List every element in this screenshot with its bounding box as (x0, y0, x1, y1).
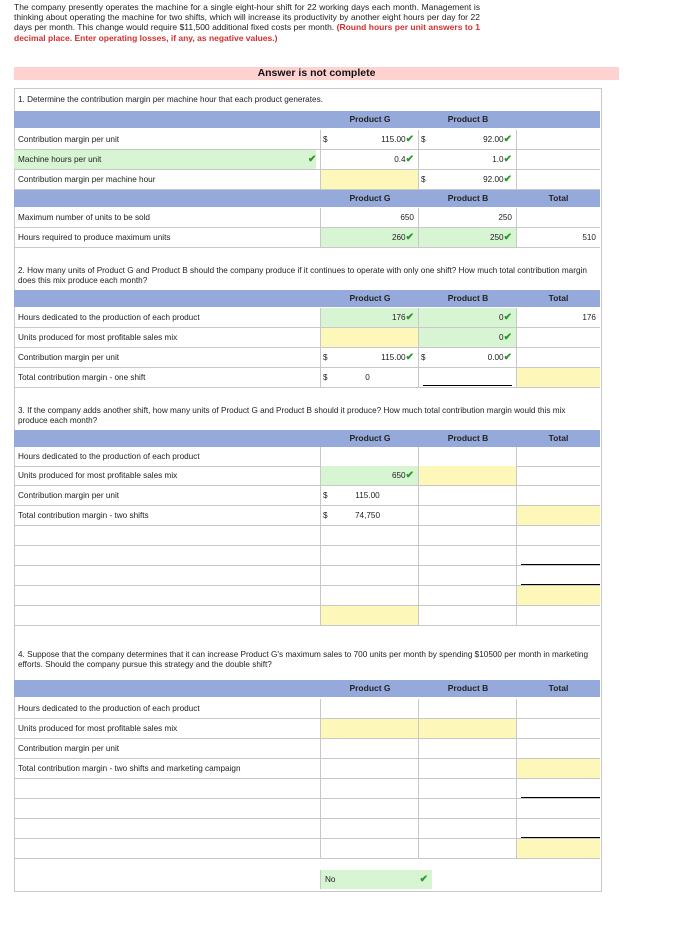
check-icon: ✔ (503, 352, 512, 363)
q3-total-cm-g-cell[interactable]: $ 74,750 (320, 506, 418, 525)
q2-row-total-cm (14, 368, 600, 388)
blank-cell[interactable] (320, 819, 418, 838)
blank-cell[interactable] (418, 606, 516, 625)
q4-units-g-input[interactable] (320, 719, 418, 738)
blank-cell[interactable] (516, 799, 600, 818)
row-label: Contribution margin per machine hour (18, 175, 156, 184)
blank-input[interactable] (516, 586, 600, 605)
q3-row-hours (14, 447, 600, 467)
q1-cm-unit-g-cell[interactable]: $ 115.00✔ (320, 130, 418, 149)
q3-header-product-b: Product B (447, 433, 489, 443)
row-label: Units produced for most profitable sales mix (18, 471, 178, 480)
q4-hours-g[interactable] (320, 699, 418, 718)
q2-total-cm-b-input[interactable] (418, 368, 516, 387)
row-label: Total contribution margin - one shift (18, 373, 146, 382)
q3-hours-b[interactable] (418, 447, 516, 466)
q3-blank-row (14, 526, 600, 546)
check-icon: ✔ (405, 134, 414, 145)
q1-max-units-g: 650 (320, 208, 418, 227)
q2-cm-unit-b-cell[interactable]: $ 0.00✔ (418, 348, 516, 367)
q3-units-b-input[interactable] (418, 466, 516, 485)
intro-instruction: (Round hours per unit answers to 1 decimal place. Enter operating losses, if any, as negative values.) (14, 22, 481, 43)
q1-hours-b-cell[interactable]: 1.0✔ (418, 150, 516, 169)
check-icon: ✔ (405, 232, 414, 243)
row-label: Units produced for most profitable sales mix (18, 724, 178, 733)
q3-blank-row (14, 566, 600, 586)
q4-row-cm-unit (14, 739, 600, 759)
row-label: Contribution margin per unit (18, 135, 120, 144)
blank-cell[interactable] (516, 779, 600, 798)
q3-question: 3. If the company adds another shift, how many units of Product G and Product B should it produce? How much total contribution margin would this mix produce each month? (18, 406, 566, 425)
q2-header-total: Total (548, 293, 569, 303)
q4-row-hours (14, 699, 600, 719)
q4-blank-row (14, 839, 600, 859)
q4-row-total-cm (14, 759, 600, 779)
check-icon: ✔ (503, 154, 512, 165)
check-icon: ✔ (503, 332, 512, 343)
q4-cm-unit-total (516, 739, 600, 758)
q2-total-cm-total-input[interactable] (516, 368, 600, 387)
blank-cell[interactable] (418, 799, 516, 818)
q4-units-total (516, 719, 600, 738)
row-label: Hours dedicated to the production of each product (18, 313, 200, 322)
q1-header-row-2 (14, 190, 600, 207)
check-icon: ✔ (503, 174, 512, 185)
q2-units-g-input[interactable] (320, 328, 418, 347)
blank-cell[interactable] (320, 526, 418, 545)
q1-hours-req-b-cell[interactable]: 250✔ (418, 228, 516, 247)
blank-cell[interactable] (320, 566, 418, 585)
check-icon: ✔ (405, 470, 414, 481)
q3-blank-row (14, 586, 600, 606)
check-icon: ✔ (405, 154, 414, 165)
blank-cell[interactable] (516, 546, 600, 565)
row-label: Hours dedicated to the production of each product (18, 452, 200, 461)
q3-cm-unit-b[interactable] (418, 486, 516, 505)
q3-total-cm-total-input[interactable] (516, 506, 600, 525)
row-label: Hours required to produce maximum units (18, 233, 171, 242)
q1-max-units-b: 250 (418, 208, 516, 227)
q3-total-cm-b[interactable] (418, 506, 516, 525)
blank-cell[interactable] (418, 566, 516, 585)
row-label: Maximum number of units to be sold (18, 213, 150, 222)
q2-header-product-b: Product B (447, 293, 489, 303)
q2-header-product-g: Product G (349, 293, 391, 303)
row-label: Contribution margin per unit (18, 491, 120, 500)
q4-hours-b[interactable] (418, 699, 516, 718)
q4-total-cm-total-input[interactable] (516, 759, 600, 778)
q1-row-cm-per-unit (14, 130, 600, 150)
blank-cell[interactable] (418, 839, 516, 858)
q2-row-units (14, 328, 600, 348)
q4-row-units (14, 719, 600, 739)
q3-cm-unit-total (516, 486, 600, 505)
q2-cm-unit-g-cell[interactable]: $ 115.00✔ (320, 348, 418, 367)
q1-empty-cell (516, 150, 600, 169)
q4-blank-row (14, 779, 600, 799)
q1-empty-cell (516, 130, 600, 149)
blank-cell[interactable] (320, 546, 418, 565)
q4-units-b-input[interactable] (418, 719, 516, 738)
blank-cell[interactable] (516, 819, 600, 838)
q2-question: 2. How many units of Product G and Product B should the company produce if it continues to operate with only one shift? How much total contribution margin does this mix produce each month? (18, 266, 587, 285)
q4-hours-total (516, 699, 600, 718)
q4-header-row (14, 680, 600, 697)
q3-header-total: Total (548, 433, 569, 443)
check-icon: ✔ (503, 232, 512, 243)
q4-blank-row (14, 819, 600, 839)
q2-total-cm-g-cell[interactable]: $ 0 (320, 368, 418, 387)
q1-cm-hour-g-input[interactable] (320, 170, 418, 189)
blank-cell[interactable] (320, 779, 418, 798)
q2-hours-total: 176 (516, 308, 600, 327)
q2-units-b-cell[interactable]: 0✔ (418, 328, 516, 347)
blank-cell[interactable] (418, 526, 516, 545)
check-icon: ✔ (405, 312, 414, 323)
q1-row-machine-hours (14, 150, 600, 170)
blank-input[interactable] (516, 839, 600, 858)
q2-hours-b-cell[interactable]: 0✔ (418, 308, 516, 327)
blank-cell[interactable] (418, 586, 516, 605)
q1-row-hours-required (14, 228, 600, 248)
q1-hours-g-cell[interactable]: 0.4✔ (320, 150, 418, 169)
row-label: Contribution margin per unit (18, 744, 120, 753)
blank-cell[interactable] (516, 606, 600, 625)
q1-hours-req-g-cell[interactable]: 260✔ (320, 228, 418, 247)
q3-row-total-cm (14, 506, 600, 526)
row-label: Total contribution margin - two shifts and marketing campaign (18, 764, 241, 773)
q1-row-max-units (14, 208, 600, 228)
q1-header2-product-g: Product G (349, 193, 391, 203)
answer-status-banner: Answer is not complete (14, 67, 619, 80)
q4-answer-select[interactable]: No ✔ (320, 870, 432, 889)
q2-units-total (516, 328, 600, 347)
q3-blank-row (14, 546, 600, 566)
row-label: Units produced for most profitable sales mix (18, 333, 178, 342)
q4-total-cm-g[interactable] (320, 759, 418, 778)
q4-total-cm-b[interactable] (418, 759, 516, 778)
q1-question: 1. Determine the contribution margin per machine hour that each product generates. (18, 95, 323, 104)
check-icon: ✔ (419, 874, 428, 885)
q1-cm-unit-b-cell[interactable]: $ 92.00✔ (418, 130, 516, 149)
blank-cell[interactable] (418, 819, 516, 838)
q4-header-total: Total (548, 683, 569, 693)
check-icon: ✔ (503, 312, 512, 323)
q4-cm-unit-b[interactable] (418, 739, 516, 758)
row-label: Total contribution margin - two shifts (18, 511, 149, 520)
q4-question: 4. Suppose that the company determines that it can increase Product G's maximum sales to 700 units per month by spending $10500 per month in marketing efforts. Should the company pursue this strategy and the double shift? (18, 650, 588, 669)
q1-row-cm-per-hour (14, 170, 600, 190)
q3-hours-total (516, 447, 600, 466)
q3-header-row (14, 430, 600, 447)
q4-cm-unit-g[interactable] (320, 739, 418, 758)
problem-intro (14, 2, 480, 43)
q3-units-g-cell[interactable]: 650✔ (320, 466, 418, 485)
q4-blank-row (14, 799, 600, 819)
q3-blank-row (14, 606, 600, 626)
q4-answer-row (14, 870, 600, 889)
blank-cell[interactable] (320, 799, 418, 818)
q3-header-product-g: Product G (349, 433, 391, 443)
check-icon: ✔ (308, 154, 317, 165)
q1-cm-hour-b-cell[interactable]: $ 92.00✔ (418, 170, 516, 189)
blank-cell[interactable] (516, 526, 600, 545)
q2-hours-g-cell[interactable]: 176✔ (320, 308, 418, 327)
q1-header-product-b: Product B (447, 114, 489, 124)
q2-header-row (14, 290, 600, 307)
blank-input[interactable] (320, 606, 418, 625)
q1-header2-total: Total (548, 193, 569, 203)
check-icon: ✔ (503, 134, 512, 145)
row-label: Hours dedicated to the production of each product (18, 704, 200, 713)
q3-cm-unit-g-cell[interactable]: $ 115.00 (320, 486, 418, 505)
q1-empty-cell (516, 170, 600, 189)
q1-max-units-total (516, 208, 600, 227)
q2-row-hours (14, 308, 600, 328)
q3-hours-g[interactable] (320, 447, 418, 466)
intro-text: The company presently operates the machine for a single eight-hour shift for 22 working days each month. Management is thinking about operating the machine for two shifts, which will increase its productivity by another eight hours per day for 22 days per month. This change would require $11,500 additional fixed costs per month. (14, 2, 480, 33)
q1-header-row (14, 111, 600, 128)
blank-cell[interactable] (320, 839, 418, 858)
q1-hours-req-total: 510 (516, 228, 600, 247)
q2-row-cm-unit (14, 348, 600, 368)
blank-cell[interactable] (516, 566, 600, 585)
q3-units-total (516, 466, 600, 485)
blank-cell[interactable] (418, 779, 516, 798)
q1-header2-product-b: Product B (447, 193, 489, 203)
q3-row-cm-unit (14, 486, 600, 506)
blank-cell[interactable] (320, 586, 418, 605)
q2-cm-unit-total (516, 348, 600, 367)
blank-cell[interactable] (418, 546, 516, 565)
row-label: Contribution margin per unit (18, 353, 120, 362)
q4-header-product-g: Product G (349, 683, 391, 693)
q3-row-units (14, 466, 600, 486)
q4-header-product-b: Product B (447, 683, 489, 693)
check-icon: ✔ (405, 352, 414, 363)
q1-header-product-g: Product G (349, 114, 391, 124)
row-label: Machine hours per unit (18, 155, 102, 164)
